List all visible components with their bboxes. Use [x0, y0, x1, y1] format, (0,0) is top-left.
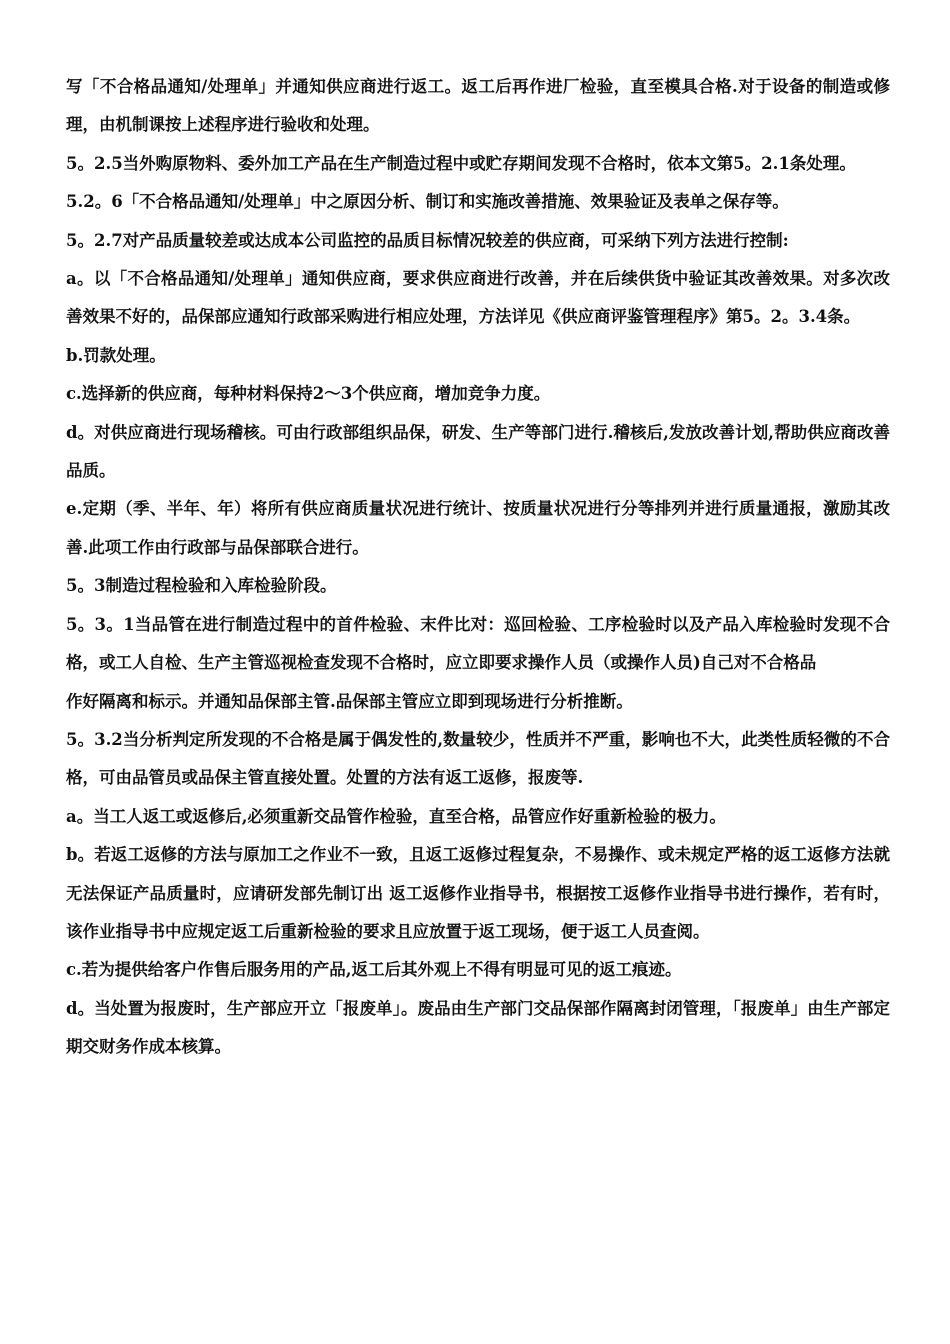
paragraph-5-3-1: 5。3。1当品管在进行制造过程中的首件检验、末件比对：巡回检验、工序检验时以及产品入库检验时发现不合格，或工人自检、生产主管巡视检查发现不合格时，应立即要求操作人员（或操作人员)自己对不合格品	[66, 614, 890, 673]
list-item-a-notify-supplier: a。以「不合格品通知/处理单」通知供应商，要求供应商进行改善，并在后续供货中验证其改善效果。对多次改善效果不好的，品保部应通知行政部采购进行相应处理，方法详见《供应商评鉴管理程序》第5。2。3.4条。	[66, 269, 890, 327]
list-item-b-rework-instruction: b。若返工返修的方法与原加工之作业不一致，且返工返修过程复杂，不易操作、或未规定严格的返工返修方法就无法保证产品质量时，应请研发部先制订出 返工返修作业指导书，根据按工返修作业指导书进行操作，若有时，该作业指导书中应规定返工后重新检验的要求且应放置于返工现场，便于返工人员查阅。	[66, 845, 890, 941]
document-page	[66, 68, 890, 1067]
list-item-d-onsite-audit: d。对供应商进行现场稽核。可由行政部组织品保，研发、生产等部门进行.稽核后,发放改善计划,帮助供应商改善品质。	[66, 422, 890, 481]
paragraph-5-2-5: 5。2.5当外购原物料、委外加工产品在生产制造过程中或贮存期间发现不合格时，依本文第5。2.1条处理。	[66, 153, 856, 173]
paragraph-rework-continued: 写「不合格品通知/处理单」并通知供应商进行返工。返工后再作进厂检验，直至模具合格.对于设备的制造或修理，由机制课按上述程序进行验收和处理。	[66, 77, 890, 135]
section-heading-5-3: 5。3制造过程检验和入库检验阶段。	[66, 576, 337, 596]
list-item-e-periodic-report: e.定期（季、半年、年）将所有供应商质量状况进行统计、按质量状况进行分等排列并进行质量通报，激励其改善.此项工作由行政部与品保部联合进行。	[66, 499, 890, 557]
list-item-d-scrap: d。当处置为报废时，生产部应开立「报废单」。废品由生产部门交品保部作隔离封闭管理，「报废单」由生产部定期交财务作成本核算。	[66, 998, 890, 1057]
paragraph-isolation-marking: 作好隔离和标示。并通知品保部主管.品保部主管应立即到现场进行分析推断。	[66, 691, 633, 711]
list-item-a-reinspection: a。当工人返工或返修后,必须重新交品管作检验，直至合格，品管应作好重新检验的极力。	[66, 806, 726, 826]
paragraph-5-2-6: 5.2。6「不合格品通知/处理单」中之原因分析、制订和实施改善措施、效果验证及表单之保存等。	[66, 192, 789, 212]
paragraph-5-3-2: 5。3.2当分析判定所发现的不合格是属于偶发性的,数量较少，性质并不严重，影响也不大，此类性质轻微的不合格，可由品管员或品保主管直接处置。处置的方法有返工返修，报废等.	[66, 729, 890, 788]
paragraph-5-2-7: 5。2.7对产品质量较差或达成本公司监控的品质目标情况较差的供应商，可采纳下列方法进行控制:	[66, 230, 789, 250]
list-item-c-new-supplier: c.选择新的供应商，每种材料保持2～3个供应商，增加竞争力度。	[66, 384, 551, 404]
list-item-c-after-sales: c.若为提供给客户作售后服务用的产品,返工后其外观上不得有明显可见的返工痕迹。	[66, 960, 682, 980]
list-item-b-penalty: b.罚款处理。	[66, 345, 166, 365]
